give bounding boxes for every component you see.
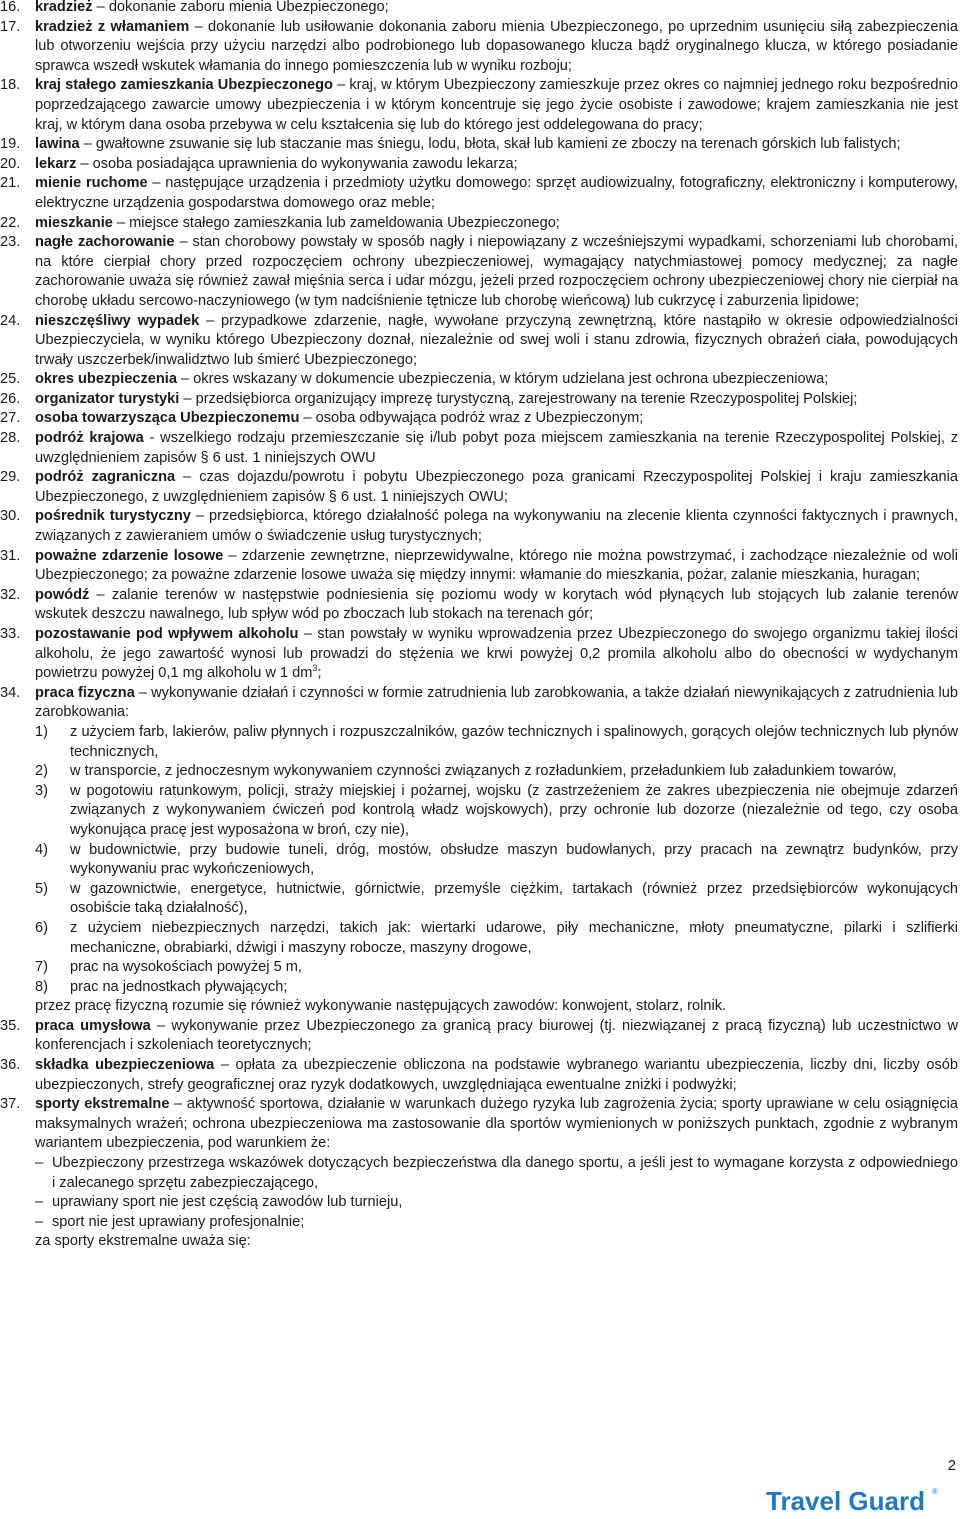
physical-work-item-number: 2) [35,763,48,780]
extreme-sports-condition-text: uprawiany sport nie jest częścią zawodów lub turnieju, [52,1194,403,1211]
extreme-sports-condition [35,1154,958,1193]
definition-item [0,468,958,507]
physical-work-item-text: w pogotowiu ratunkowym, policji, straży miejskiej i pożarnej, wojsku (z zastrzeżeniem że zakres ubezpieczenia nie obejmuje zdarzeń związanych z wykonywaniem ćwiczeń pod kontrolą władz wojskowych), przy ochronie lub dozorze (niezależnie od tego, czy osoba wykonująca pracę jest wyposażona w broń, czy nie), [70,782,958,838]
definition-number: 25. [0,371,21,388]
definition-number: 30. [0,508,21,525]
dash-bullet: – [35,1194,44,1211]
travel-guard-logo [766,1484,946,1514]
physical-work-item-text: z użyciem farb, lakierów, paliw płynnych i rozpuszczalników, gazów technicznych i spalinowych, gorących olejów technicznych lub płynów technicznych, [70,723,958,760]
definition-term: powódź [35,586,90,603]
definition-number: 28. [0,430,21,447]
definition-number: 17. [0,18,21,35]
trademark-symbol: ® [932,1487,938,1496]
definition-number: 16. [0,0,21,15]
definition-number: 31. [0,547,21,564]
definition-term: lekarz [35,155,77,172]
physical-work-item-number: 4) [35,841,48,858]
dash-bullet: – [35,1213,44,1230]
definition-number: 35. [0,1017,21,1034]
definition-number: 22. [0,214,21,231]
definition-number: 37. [0,1096,21,1113]
definition-text: – dokonanie lub usiłowanie dokonania zaboru mienia Ubezpieczonego, po uprzednim usunięciu siłą zabezpieczenia lub otworzeniu wejścia przy użyciu narzędzi albo podrobionego lub dopasowanego klucza bądź oryginalnego klucza, w którego posiadanie sprawca wszedł wskutek włamania do innego pomieszczenia lub w wyniku rozboju; [35,18,958,74]
definition-text: - wszelkiego rodzaju przemieszczanie się i/lub pobyt poza miejscem zamieszkania na terenie Rzeczypospolitej Polskiej, z uwzględnieniem zapisów § 6 ust. 1 niniejszych OWU [35,430,958,466]
definition-text: – czas dojazdu/powrotu i pobytu Ubezpieczonego poza granicami Rzeczypospolitej Polskiej i kraju zamieszkania Ubezpieczonego, z uwzględnieniem zapisów § 6 ust. 1 niniejszych OWU; [35,469,958,505]
definition-term: nieszczęśliwy wypadek [35,312,200,329]
superscript: 3 [312,663,318,674]
definition-text: – przedsiębiorca organizujący imprezę turystyczną, zarejestrowany na terenie Rzeczypospolitej Polskiej; [179,390,858,407]
definition-term: składka ubezpieczeniowa [35,1057,215,1074]
physical-work-item [35,919,958,958]
definition-term: mienie ruchome [35,175,148,192]
physical-work-item-number: 7) [35,959,48,976]
definition-term: nagłe zachorowanie [35,234,175,251]
definition-term: kradzież z włamaniem [35,18,190,35]
physical-work-item-text: w budownictwie, przy budowie tuneli, dróg, mostów, obsłudze maszyn budowlanych, przy pracach na zewnątrz budynków, przy wykonywaniu prac wykończeniowych, [70,841,958,878]
definition-term: poważne zdarzenie losowe [35,547,224,564]
definition-term: podróż zagraniczna [35,469,176,486]
physical-work-list [35,723,958,997]
definition-term: organizator turystyki [35,390,180,407]
definition-item [0,390,958,410]
definition-term: praca fizyczna [35,684,135,701]
definition-number: 26. [0,390,21,407]
logo-text: Travel Guard [766,1486,925,1514]
physical-work-item-text: prac na jednostkach pływających; [70,978,288,995]
definition-number: 32. [0,586,21,603]
physical-work-item-text: z użyciem niebezpiecznych narzędzi, takich jak: wiertarki udarowe, piły mechaniczne, młoty pneumatyczne, pilarki i szlifierki mechaniczne, obrabiarki, dźwigi i maszyny robocze, maszyny drogowe, [70,919,958,956]
physical-work-item-text: prac na wysokościach powyżej 5 m, [70,959,302,976]
definition-item [0,1095,958,1252]
definition-term: lawina [35,136,80,153]
definition-text: – opłata za ubezpieczenie obliczona na podstawie wybranego wariantu ubezpieczenia, liczby dni, liczby osób ubezpieczonych, strefy geograficznej oraz ryzyk dodatkowych, uwzględniająca ewentualne zniżki i podwyżki; [35,1057,958,1093]
definition-term: kradzież [35,0,93,15]
definition-text: – przedsiębiorca, którego działalność polega na wykonywaniu na zlecenie klienta czynności faktycznych i prawnych, związanych z zawieraniem umów o świadczenie usług turystycznych; [35,508,958,545]
definition-text: – gwałtowne zsuwanie się lub staczanie mas śniegu, lodu, błota, skał lub kamieni ze zboczy na terenach górskich lub falistych; [79,136,901,153]
definition-number: 18. [0,77,21,94]
definition-item [0,312,958,371]
definition-item [0,233,958,311]
physical-work-item-number: 3) [35,782,48,799]
travel-guard-logo-icon [766,1484,946,1514]
definition-text: – okres wskazany w dokumencie ubezpieczenia, w którym udzielana jest ochrona ubezpieczeniowa; [176,371,829,388]
definition-text: – stan powstały w wyniku wprowadzenia przez Ubezpieczonego do swojego organizmu takiej ilości alkoholu, że jego zawartość wynosi lub prowadzi do stężenia we krwi powyżej 0,2 promila alkoholu albo do obecności w wydychanym powietrzu powyżej 0,1 mg alkoholu w 1 dm [35,626,959,682]
definition-number: 23. [0,234,21,251]
physical-work-item [35,762,958,782]
definition-term: okres ubezpieczenia [35,371,177,388]
definition-number: 33. [0,626,21,642]
definition-text: – następujące urządzenia i przedmioty użytku domowego: sprzęt audiowizualny, fotograficzny, elektroniczny i komputerowy, elektryczne urządzenia gospodarstwa domowego oraz meble; [35,175,958,211]
extreme-sports-condition [35,1193,958,1213]
definition-text: – wykonywanie działań i czynności w formie zatrudnienia lub zarobkowania, a także działań niewynikających z zatrudnienia lub zarobkowania: [35,684,958,721]
physical-work-item-number: 1) [35,723,48,740]
definition-item [0,1017,958,1056]
definition-text: – wykonywanie przez Ubezpieczonego za granicą pracy biurowej (tj. niezwiązanej z pracą fizyczną) lub uczestnictwo w konferencjach i szkoleniach teoretycznych; [35,1017,958,1054]
definition-text: – zdarzenie zewnętrzne, nieprzewidywalne, którego nie można powstrzymać, i zachodzące niezależnie od woli Ubezpieczonego; za poważne zdarzenie losowe uważa się między innymi: włamanie do mieszkania, pożar, zalanie mieszkania, huragan; [35,547,958,584]
definition-text: – zalanie terenów w następstwie podniesienia się poziomu wody w korytach wód płynących lub stojących lub zalanie terenów wskutek deszczu nawalnego, lub spływ wód po zboczach lub stokach na terenach gór; [35,586,958,623]
physical-work-item [35,958,958,978]
extreme-sports-conditions [35,1154,958,1232]
physical-work-item-number: 6) [35,919,48,936]
physical-work-item-number: 5) [35,880,48,897]
definition-term: pozostawanie pod wpływem alkoholu [35,626,299,642]
definition-term: pośrednik turystyczny [35,508,191,525]
dash-bullet: – [35,1155,44,1172]
definition-item [0,18,958,77]
definition-number: 29. [0,469,21,486]
definition-item [0,214,958,234]
definition-item [0,155,958,175]
definition-text: – osoba odbywająca podróż wraz z Ubezpieczonym; [299,410,644,427]
definition-number: 19. [0,136,21,153]
definition-item [0,409,958,429]
definition-text: – aktywność sportowa, działanie w warunkach dużego ryzyka lub zagrożenia życia; sporty uprawiane w celu osiągnięcia maksymalnych wrażeń; ochrona ubezpieczeniowa ma zastosowanie dla sportów wymienionych w poniższych punktach, zgodnie z wybranym wariantem ubezpieczenia, pod warunkiem że: [35,1096,958,1152]
definition-term: kraj stałego zamieszkania Ubezpieczonego [35,77,333,94]
definition-text: – przypadkowe zdarzenie, nagłe, wywołane przyczyną zewnętrzną, które nastąpiło w okresie odpowiedzialności Ubezpieczyciela, w wyniku którego Ubezpieczony doznał, niezależnie od swej woli i stanu zdrowia, fizycznych obrażeń ciała, powodujących trwały uszczerbek/inwalidztwo lub śmierć Ubezpieczonego; [35,312,958,368]
definition-term: podróż krajowa [35,430,144,447]
physical-work-item-text: w gazownictwie, energetyce, hutnictwie, górnictwie, przemyśle ciężkim, tartakach (również przez przedsiębiorców wykonujących osobiście taką działalność), [70,880,958,917]
definition-number: 21. [0,175,21,192]
definition-number: 34. [0,684,21,701]
definition-text: – miejsce stałego zamieszkania lub zameldowania Ubezpieczonego; [112,214,560,231]
definition-number: 20. [0,155,21,172]
definition-item [0,1056,958,1095]
extreme-sports-footer: za sporty ekstremalne uważa się: [35,1233,251,1250]
definition-item [0,507,958,546]
definition-item [0,429,958,468]
definition-item [0,76,958,135]
definition-number: 27. [0,410,21,427]
definition-item [0,370,958,390]
extreme-sports-condition [35,1213,958,1233]
definition-text: – kraj, w którym Ubezpieczony zamieszkuje przez okres co najmniej jednego roku bezpośrednio poprzedzającego zawarcie umowy ubezpieczenia i w którym koncentruje się jego życie osobiste i zawodowe; krajem zamieszkania nie jest kraj, w którym dana osoba przebywa w celu kształcenia się lub do którego jest oddelegowana do pracy; [35,77,958,133]
physical-work-item-text: w transporcie, z jednoczesnym wykonywaniem czynności związanych z rozładunkiem, przeładunkiem lub załadunkiem towarów, [70,763,897,780]
extreme-sports-condition-text: sport nie jest uprawiany profesjonalnie; [52,1213,305,1230]
definition-text: – stan chorobowy powstały w sposób nagły i niepowiązany z wcześniejszymi wypadkami, schorzeniami lub chorobami, na które cierpiał chory przed rozpoczęciem ochrony ubezpieczeniowej, wymagający natychmiastowej pomocy medycznej; za nagłe zachorowanie uważa się również zawał mięśnia serca i udar mózgu, jeżeli przed rozpoczęciem ochrony ubezpieczeniowej chory nie cierpiał na chorobę układu sercowo-naczyniowego (w tym nadciśnienie tętnicze lub chorobę wieńcową) lub cukrzycę i zaburzenia lipidowe; [35,234,958,309]
definition-item [0,586,958,625]
physical-work-item [35,723,958,762]
definition-term: praca umysłowa [35,1017,151,1034]
definition-item [0,135,958,155]
extreme-sports-condition-text: Ubezpieczony przestrzega wskazówek dotyczących bezpieczeństwa dla danego sportu, a jeśli jest to wymagane korzysta z odpowiedniego i zalecanego sprzętu zabezpieczającego, [52,1155,958,1191]
page-number: 2 [947,1457,956,1474]
definition-number: 24. [0,312,21,329]
physical-work-item [35,841,958,880]
definition-item [0,684,958,1017]
physical-work-footer: przez pracę fizyczną rozumie się również wykonywanie następujących zawodów: konwojent, stolarz, rolnik. [35,998,727,1015]
definition-item [0,0,958,18]
definition-item [0,625,958,684]
physical-work-item [35,782,958,841]
definition-text: – osoba posiadająca uprawnienia do wykonywania zawodu lekarza; [76,155,518,172]
definition-term: sporty ekstremalne [35,1096,170,1113]
physical-work-item [35,880,958,919]
physical-work-item [35,978,958,998]
definition-text-end: ; [317,665,322,682]
definition-term: mieszkanie [35,214,113,231]
physical-work-item-number: 8) [35,978,48,995]
definition-item [0,174,958,213]
definition-text: – dokonanie zaboru mienia Ubezpieczonego; [92,0,389,15]
definition-number: 36. [0,1057,21,1074]
definition-item [0,547,958,586]
definition-term: osoba towarzysząca Ubezpieczonemu [35,410,300,427]
